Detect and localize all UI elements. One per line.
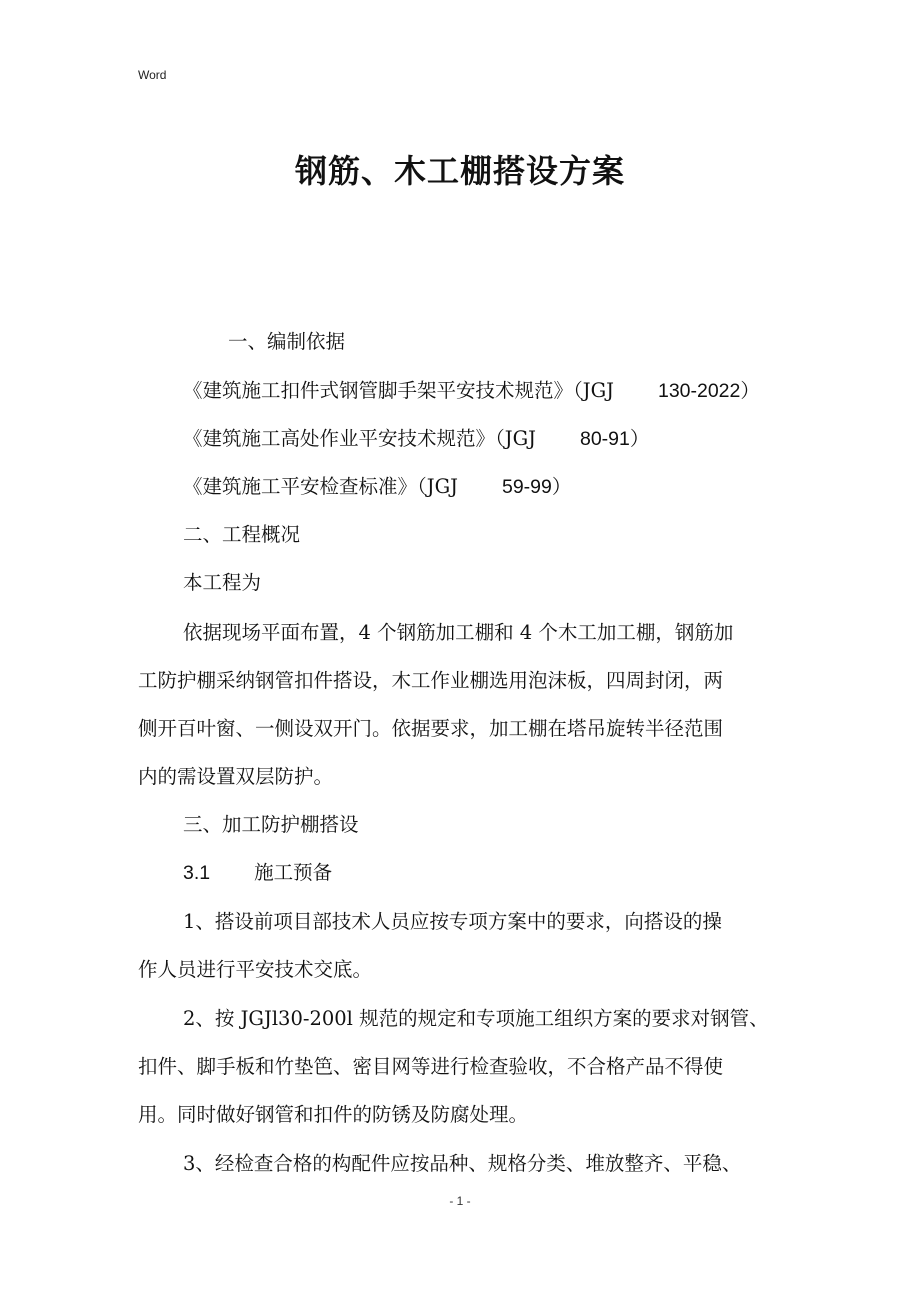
project-line: 本工程为	[183, 571, 262, 594]
paragraph-line: 2、按 JGJl30-200l 规范的规定和专项施工组织方案的要求对钢管、	[183, 1007, 769, 1030]
paragraph-line: 工防护棚采纳钢管扣件搭设，木工作业棚选用泡沫板，四周封闭，两	[138, 669, 724, 692]
document-title: 钢筋、木工棚搭设方案	[294, 152, 625, 190]
reference-code: 80-91）	[579, 428, 650, 450]
subsection-title: 施工预备	[254, 861, 333, 884]
section-heading-shed-setup: 三、加工防护棚搭设	[183, 813, 359, 836]
reference-text: 《建筑施工平安检查标准》（JGJ	[183, 475, 458, 498]
paragraph-line: 1、搭设前项目部技术人员应按专项方案中的要求，向搭设的操	[183, 910, 722, 933]
reference-text: 《建筑施工扣件式钢管脚手架平安技术规范》（JGJ	[183, 379, 614, 402]
reference-height-work-standard	[183, 425, 649, 453]
section-heading-basis: 一、编制依据	[228, 330, 346, 353]
subsection-heading-preparation	[183, 859, 332, 887]
reference-code: 59-99）	[501, 476, 572, 498]
paragraph-line: 内的需设置双层防护。	[138, 765, 334, 788]
page-number: - 1 -	[449, 1194, 471, 1208]
subsection-number: 3.1	[183, 862, 211, 884]
paragraph-line: 依据现场平面布置，4 个钢筋加工棚和 4 个木工加工棚，钢筋加	[183, 621, 734, 644]
reference-text: 《建筑施工高处作业平安技术规范》（JGJ	[183, 427, 536, 450]
reference-safety-inspection-standard	[183, 473, 571, 501]
reference-code: 130-2022）	[657, 380, 760, 402]
paragraph-line: 3、经检查合格的构配件应按品种、规格分类、堆放整齐、平稳、	[183, 1152, 742, 1175]
reference-scaffold-standard	[183, 377, 760, 405]
document-header-label: Word	[138, 68, 167, 82]
paragraph-line: 侧开百叶窗、一侧设双开门。依据要求，加工棚在塔吊旋转半径范围	[138, 717, 724, 740]
paragraph-line: 作人员进行平安技术交底。	[138, 958, 373, 981]
paragraph-line: 扣件、脚手板和竹垫笆、密目网等进行检查验收，不合格产品不得使	[138, 1055, 724, 1078]
section-heading-overview: 二、工程概况	[183, 523, 301, 546]
paragraph-line: 用。同时做好钢管和扣件的防锈及防腐处理。	[138, 1103, 529, 1126]
